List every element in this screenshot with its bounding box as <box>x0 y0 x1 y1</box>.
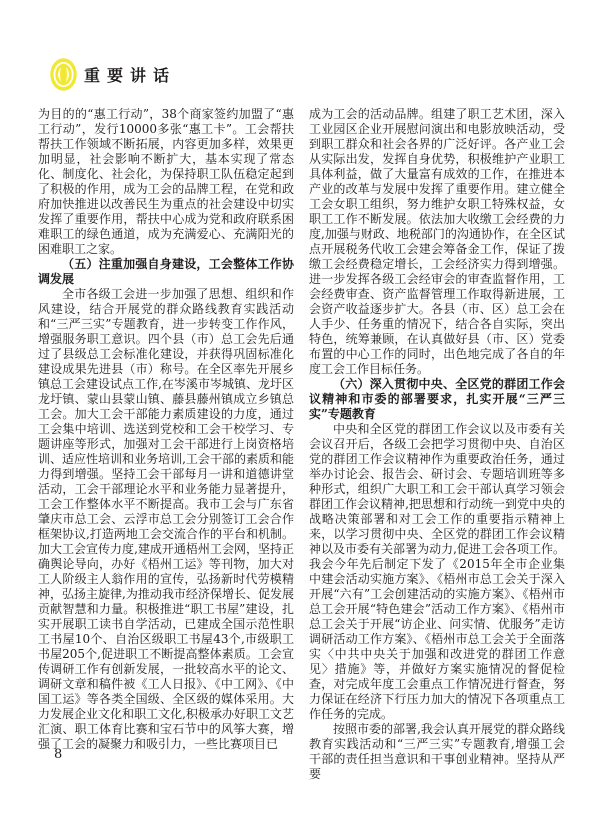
section-title: 重要讲话 <box>84 66 177 85</box>
paragraph-continuation: 为目的的“惠工行动”，38个商家签约加盟了“惠工行动”，发行10000多张“惠工卡”。工会帮扶帮扶工作领域不断拓展，内容更加多样，效果更加明显，社会影响不断扩大，基本实现了常态化、制度化、社会化，为保持职工队伍稳定起到了积极的作用，成为工会的品牌工程，在党和政府加快推进以改善民生为重点的社会建设中切实发挥了重要作用，帮扶中心成为党和政府联系困难职工的绿色通道，成为充满爱心、充满阳光的困难职工之家。 <box>38 107 294 256</box>
article-body <box>38 107 566 782</box>
paragraph-continuation: 成为工会的活动品牌。组建了职工艺术团，深入工业园区企业开展慰问演出和电影放映活动，受到职工群众和社会各界的广泛好评。各产业工会从实际出发，发挥自身优势，积极维护产业职工具体利益，做了大量富有成效的工作，在推进本产业的改革与发展中发挥了重要作用。建立健全工会女职工组织，努力维护女职工特殊权益，女职工工作不断发展。依法加大收缴工会经费的力度,加强与财政、地税部门的沟通协作，在全区试点开展税务代收工会建会筹备金工作，保证了拨缴工会经费稳定增长，工会经济实力得到增强。进一步发挥各级工会经审会的审查监督作用，工会经费审查、资产监督管理工作取得新进展，工会资产收益逐步扩大。各县（市、区）总工会在人手少、任务重的情况下，结合各自实际，突出特色，统筹兼顾，在认真做好县（市、区）党委布置的中心工作的同时，出色地完成了各自的年度工会工作目标任务。 <box>309 107 565 376</box>
page-number: 8 <box>54 747 63 762</box>
subsection-heading-5: （五）注重加强自身建设，工会整体工作协调发展 <box>38 257 294 286</box>
paragraph: 全市各级工会进一步加强了思想、组织和作风建设，结合开展党的群众路线教育实践活动和“三严三实”专题教育，进一步转变工作作风，增强服务职工意识。四个县（市）总工会先后通过了县级总工会标准化建设，并获得巩固标准化建设成果先进县（市）称号。在全区率先开展乡镇总工会建设试点工作,在岑溪市岑城镇、龙圩区龙圩镇、蒙山县蒙山镇、藤县藤州镇成立乡镇总工会。加大工会干部能力素质建设的力度，通过工会集中培训、选送到党校和工会干校学习、专题讲座等形式，加强对工会干部进行上岗资格培训、适应性培训和业务培训,工会干部的素质和能力得到增强。坚持工会干部每月一讲和道德讲堂活动，工会干部理论水平和业务能力显著提升，工会工作整体水平不断提高。我市工会与广东省肇庆市总工会、云浮市总工会分别签订工会合作框架协议,打造两地工会交流合作的平台和机制。加大工会宣传力度,建成开通梧州工会网，坚持正确舆论导向，办好《梧州工运》等刊物，加大对工人阶级主人翁作用的宣传，弘扬新时代劳模精神，弘扬主旋律,为推动我市经济保增长、促发展贡献智慧和力量。积极推进“职工书屋”建设，扎实开展职工读书自学活动，已建成全国示范性职工书屋10个、自治区级职工书屋43个,市级职工书屋205个,促进职工不断提高整体素质。工会宣传调研工作有创新发展，一批较高水平的论文、调研文章和稿件被《工人日报》、《中工网》、《中国工运》等各类全国级、全区级的媒体采用。大力发展企业文化和职工文化,积极承办好职工文艺汇演、职工体育比赛和宝石节中的风筝大赛，增强了工会的凝聚力和吸引力，一些比赛项目已 <box>38 287 294 751</box>
left-column <box>38 107 294 782</box>
paragraph: 中央和全区党的群团工作会议以及市委有关会议召开后，各级工会把学习贯彻中央、自治区党的群团工作会议精神作为重要政治任务，通过举办讨论会、报告会、研讨会、专题培训班等多种形式，组织广大职工和工会干部认真学习领会群团工作会议精神,把思想和行动统一到党中央的战略决策部署和对工会工作的重要指示精神上来，以学习贯彻中央、全区党的群团工作会议精神以及市委有关部署为动力,促进工会各项工作。我会今年先后制定下发了《2015年全市企业集中建会活动实施方案》、《梧州市总工会关于深入开展“六有”工会创建活动的实施方案》、《梧州市总工会开展“特色建会”活动工作方案》、《梧州市总工会关于开展“访企业、问实情、优服务”走访调研活动工作方案》、《梧州市总工会关于全面落实〈中共中央关于加强和改进党的群团工作意见〉措施》等，并做好方案实施情况的督促检查，对完成年度工会重点工作情况进行督查，努力保证在经济下行压力加大的情况下各项重点工作任务的完成。 <box>309 422 565 721</box>
trade-union-emblem-icon <box>50 58 77 91</box>
subsection-heading-6: （六）深入贯彻中央、全区党的群团工作会议精神和市委的部署要求，扎实开展“三严三实”专题教育 <box>309 377 565 421</box>
section-header <box>50 58 176 91</box>
paragraph: 按照市委的部署,我会认真开展党的群众路线教育实践活动和“三严三实”专题教育,增强工会干部的责任担当意识和干事创业精神。坚持从严要 <box>309 722 565 781</box>
right-column <box>309 107 565 782</box>
